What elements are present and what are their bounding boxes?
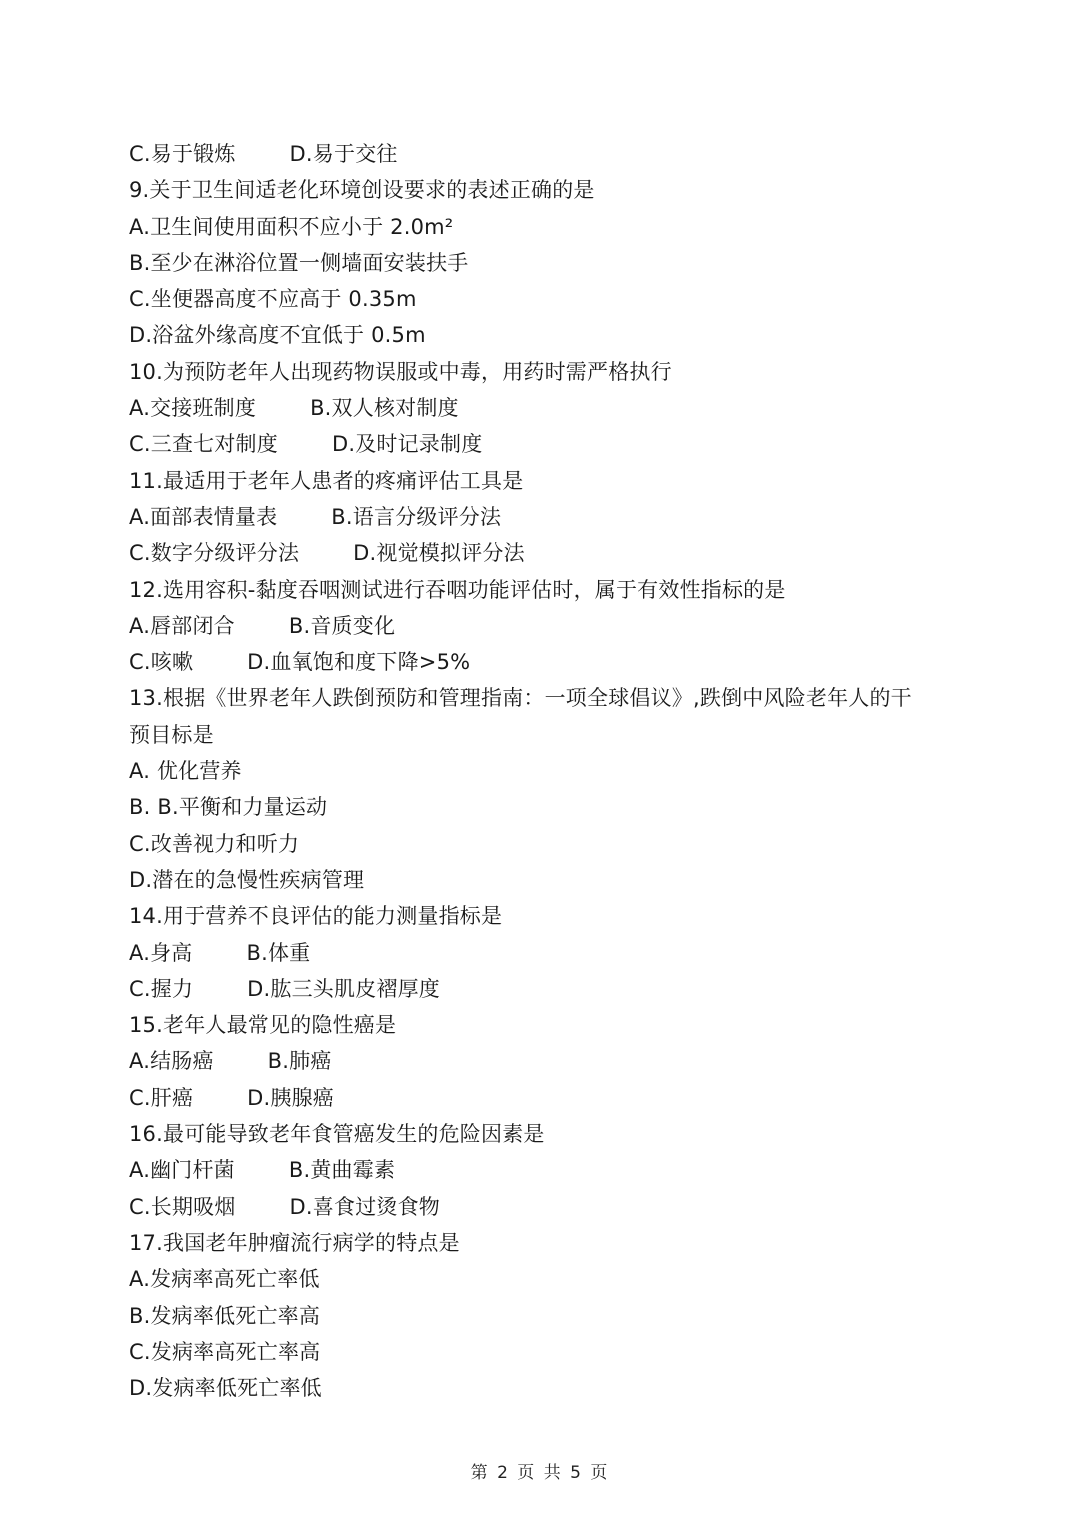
text-line: D.潜在的急慢性疾病管理 bbox=[129, 867, 365, 892]
text-line bbox=[129, 935, 949, 971]
answer-option: D.血氧饱和度下降>5% bbox=[247, 650, 471, 675]
text-line: A. 优化营养 bbox=[129, 759, 242, 784]
text-line bbox=[129, 136, 949, 172]
answer-option: B.黄曲霉素 bbox=[288, 1158, 396, 1183]
text-line: 15.老年人最常见的隐性癌是 bbox=[129, 1013, 397, 1038]
text-line: 12.选用容积-黏度吞咽测试进行吞咽功能评估时，属于有效性指标的是 bbox=[129, 577, 786, 602]
text-line bbox=[129, 1080, 949, 1116]
text-line: 17.我国老年肿瘤流行病学的特点是 bbox=[129, 1230, 460, 1255]
answer-option: D.易于交往 bbox=[289, 142, 398, 166]
text-line bbox=[129, 535, 949, 571]
text-line: 11.最适用于老年人患者的疼痛评估工具是 bbox=[129, 468, 524, 493]
answer-option: C.握力 bbox=[129, 976, 194, 1001]
answer-option: A.身高 bbox=[129, 940, 193, 965]
text-line: B.至少在淋浴位置一侧墙面安装扶手 bbox=[129, 250, 469, 275]
text-line: B. B.平衡和力量运动 bbox=[129, 795, 328, 820]
text-line bbox=[129, 499, 949, 535]
answer-option: A.唇部闭合 bbox=[129, 613, 235, 638]
answer-option: A.结肠癌 bbox=[129, 1049, 214, 1074]
text-line: C.改善视力和听力 bbox=[129, 831, 300, 856]
answer-option: D.肱三头肌皮褶厚度 bbox=[247, 976, 440, 1001]
text-line bbox=[129, 390, 949, 426]
text-line: D.发病率低死亡率低 bbox=[129, 1376, 322, 1401]
answer-option: A.幽门杆菌 bbox=[129, 1158, 235, 1183]
question-list bbox=[129, 136, 949, 1406]
text-line: 16.最可能导致老年食管癌发生的危险因素是 bbox=[129, 1122, 545, 1147]
answer-option: C.长期吸烟 bbox=[129, 1194, 236, 1219]
text-line: 13.根据《世界老年人跌倒预防和管理指南：一项全球倡议》,跌倒中风险老年人的干 bbox=[129, 686, 912, 711]
answer-option: C.易于锻炼 bbox=[129, 142, 236, 166]
text-line: D.浴盆外缘高度不宜低于 0.5m bbox=[129, 323, 426, 348]
answer-option: D.喜食过烫食物 bbox=[289, 1194, 440, 1219]
answer-option: D.胰腺癌 bbox=[247, 1085, 334, 1110]
text-line: C.坐便器高度不应高于 0.35m bbox=[129, 287, 417, 312]
answer-option: B.肺癌 bbox=[267, 1049, 332, 1074]
text-line bbox=[129, 1152, 949, 1188]
text-line: A.卫生间使用面积不应小于 2.0m² bbox=[129, 214, 454, 239]
answer-option: B.体重 bbox=[246, 940, 311, 965]
answer-option: C.三查七对制度 bbox=[129, 432, 278, 457]
text-line: C.发病率高死亡率高 bbox=[129, 1339, 321, 1364]
answer-option: C.数字分级评分法 bbox=[129, 541, 300, 566]
text-line bbox=[129, 1043, 949, 1079]
answer-option: D.视觉模拟评分法 bbox=[353, 541, 525, 566]
answer-option: D.及时记录制度 bbox=[331, 432, 483, 457]
text-line bbox=[129, 971, 949, 1007]
text-line: B.发病率低死亡率高 bbox=[129, 1303, 321, 1328]
answer-option: C.咳嗽 bbox=[129, 650, 194, 675]
text-line bbox=[129, 426, 949, 462]
text-line: 14.用于营养不良评估的能力测量指标是 bbox=[129, 904, 503, 929]
answer-option: B.语言分级评分法 bbox=[331, 504, 502, 529]
answer-option: B.双人核对制度 bbox=[310, 396, 459, 421]
text-line: 预目标是 bbox=[129, 722, 214, 747]
text-line bbox=[129, 1189, 949, 1225]
text-line: 10.为预防老年人出现药物误服或中毒，用药时需严格执行 bbox=[129, 359, 672, 384]
text-line bbox=[129, 644, 949, 680]
text-line: 9.关于卫生间适老化环境创设要求的表述正确的是 bbox=[129, 178, 595, 203]
answer-option: A.交接班制度 bbox=[129, 396, 257, 421]
answer-option: C.肝癌 bbox=[129, 1085, 194, 1110]
text-line bbox=[129, 608, 949, 644]
answer-option: A.面部表情量表 bbox=[129, 504, 278, 529]
answer-option: B.音质变化 bbox=[288, 613, 396, 638]
page-number-footer: 第 2 页 共 5 页 bbox=[470, 1463, 610, 1483]
text-line: A.发病率高死亡率低 bbox=[129, 1267, 320, 1292]
